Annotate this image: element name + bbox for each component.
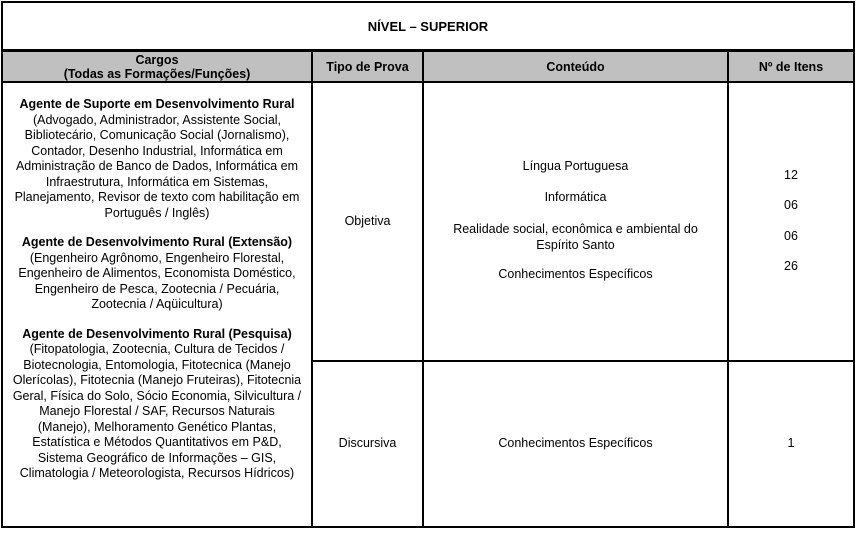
cargo-extensao	[12, 235, 302, 313]
cargo-pesquisa	[12, 327, 302, 482]
cargos-cell	[12, 97, 302, 482]
cargo-title: Agente de Suporte em Desenvolvimento Rural	[19, 97, 295, 111]
conteudo-item: Língua Portuguesa	[522, 159, 629, 173]
conteudo-item: Realidade social, econômica e ambiental do Espírito Santo	[453, 222, 698, 252]
cargo-title: Agente de Desenvolvimento Rural (Extensão)	[21, 235, 293, 249]
itens-objetiva	[729, 83, 853, 360]
conteudo-item: Conhecimentos Específicos	[498, 267, 653, 281]
tipo-objetiva: Objetiva	[344, 213, 391, 228]
itens-value: 06	[784, 198, 798, 212]
conteudo-item: Informática	[544, 190, 607, 204]
cargo-details: (Fitopatologia, Zootecnia, Cultura de Tecidos / Biotecnologia, Entomologia, Fitotecnica (Manejo Olerícolas), Fitotecnia (Manejo Fruteiras), Fitotecnia Geral, Física do Solo, Sócio Economia, Silvicultura / Manejo Florestal / SAF, Recursos Naturais (Manejo), Melhoramento Genético Plantas, Estatística e Métodos Quantitativos em P&D, Sistema Geográfico de Informações – GIS, Climatologia / Meteorologista, Recursos Hídricos)	[12, 342, 302, 480]
itens-discursiva: 1	[787, 436, 795, 451]
itens-value: 06	[784, 229, 798, 243]
cargo-suporte	[12, 97, 302, 221]
cargo-details: (Advogado, Administrador, Assistente Social, Bibliotecário, Comunicação Social (Jornalismo), Contador, Desenho Industrial, Informática em Administração de Banco de Dados, Informática em Infraestrutura, Informática em Sistemas, Planejamento, Revisor de texto com habilitação em Português / Inglês)	[14, 112, 300, 220]
header-tipo: Tipo de Prova	[313, 52, 422, 81]
conteudo-discursiva: Conhecimentos Específicos	[498, 436, 653, 451]
header-cargos-line2: (Todas as Formações/Funções)	[63, 66, 251, 81]
itens-value: 12	[784, 168, 798, 182]
header-cargos-line1: Cargos	[135, 52, 179, 67]
header-conteudo: Conteúdo	[424, 52, 727, 81]
conteudo-objetiva	[424, 83, 727, 360]
cargo-title: Agente de Desenvolvimento Rural (Pesquisa)	[22, 326, 292, 341]
tipo-discursiva: Discursiva	[338, 436, 397, 451]
itens-value: 26	[784, 259, 798, 273]
table-title: NÍVEL – SUPERIOR	[367, 18, 489, 34]
header-cargos	[3, 52, 311, 81]
header-itens: Nº de Itens	[729, 52, 853, 81]
cargo-details: (Engenheiro Agrônomo, Engenheiro Florestal, Engenheiro de Alimentos, Economista Doméstico, Engenheiro de Pesca, Zootecnia / Pecuária, Zootecnia / Aqüicultura)	[18, 250, 296, 311]
